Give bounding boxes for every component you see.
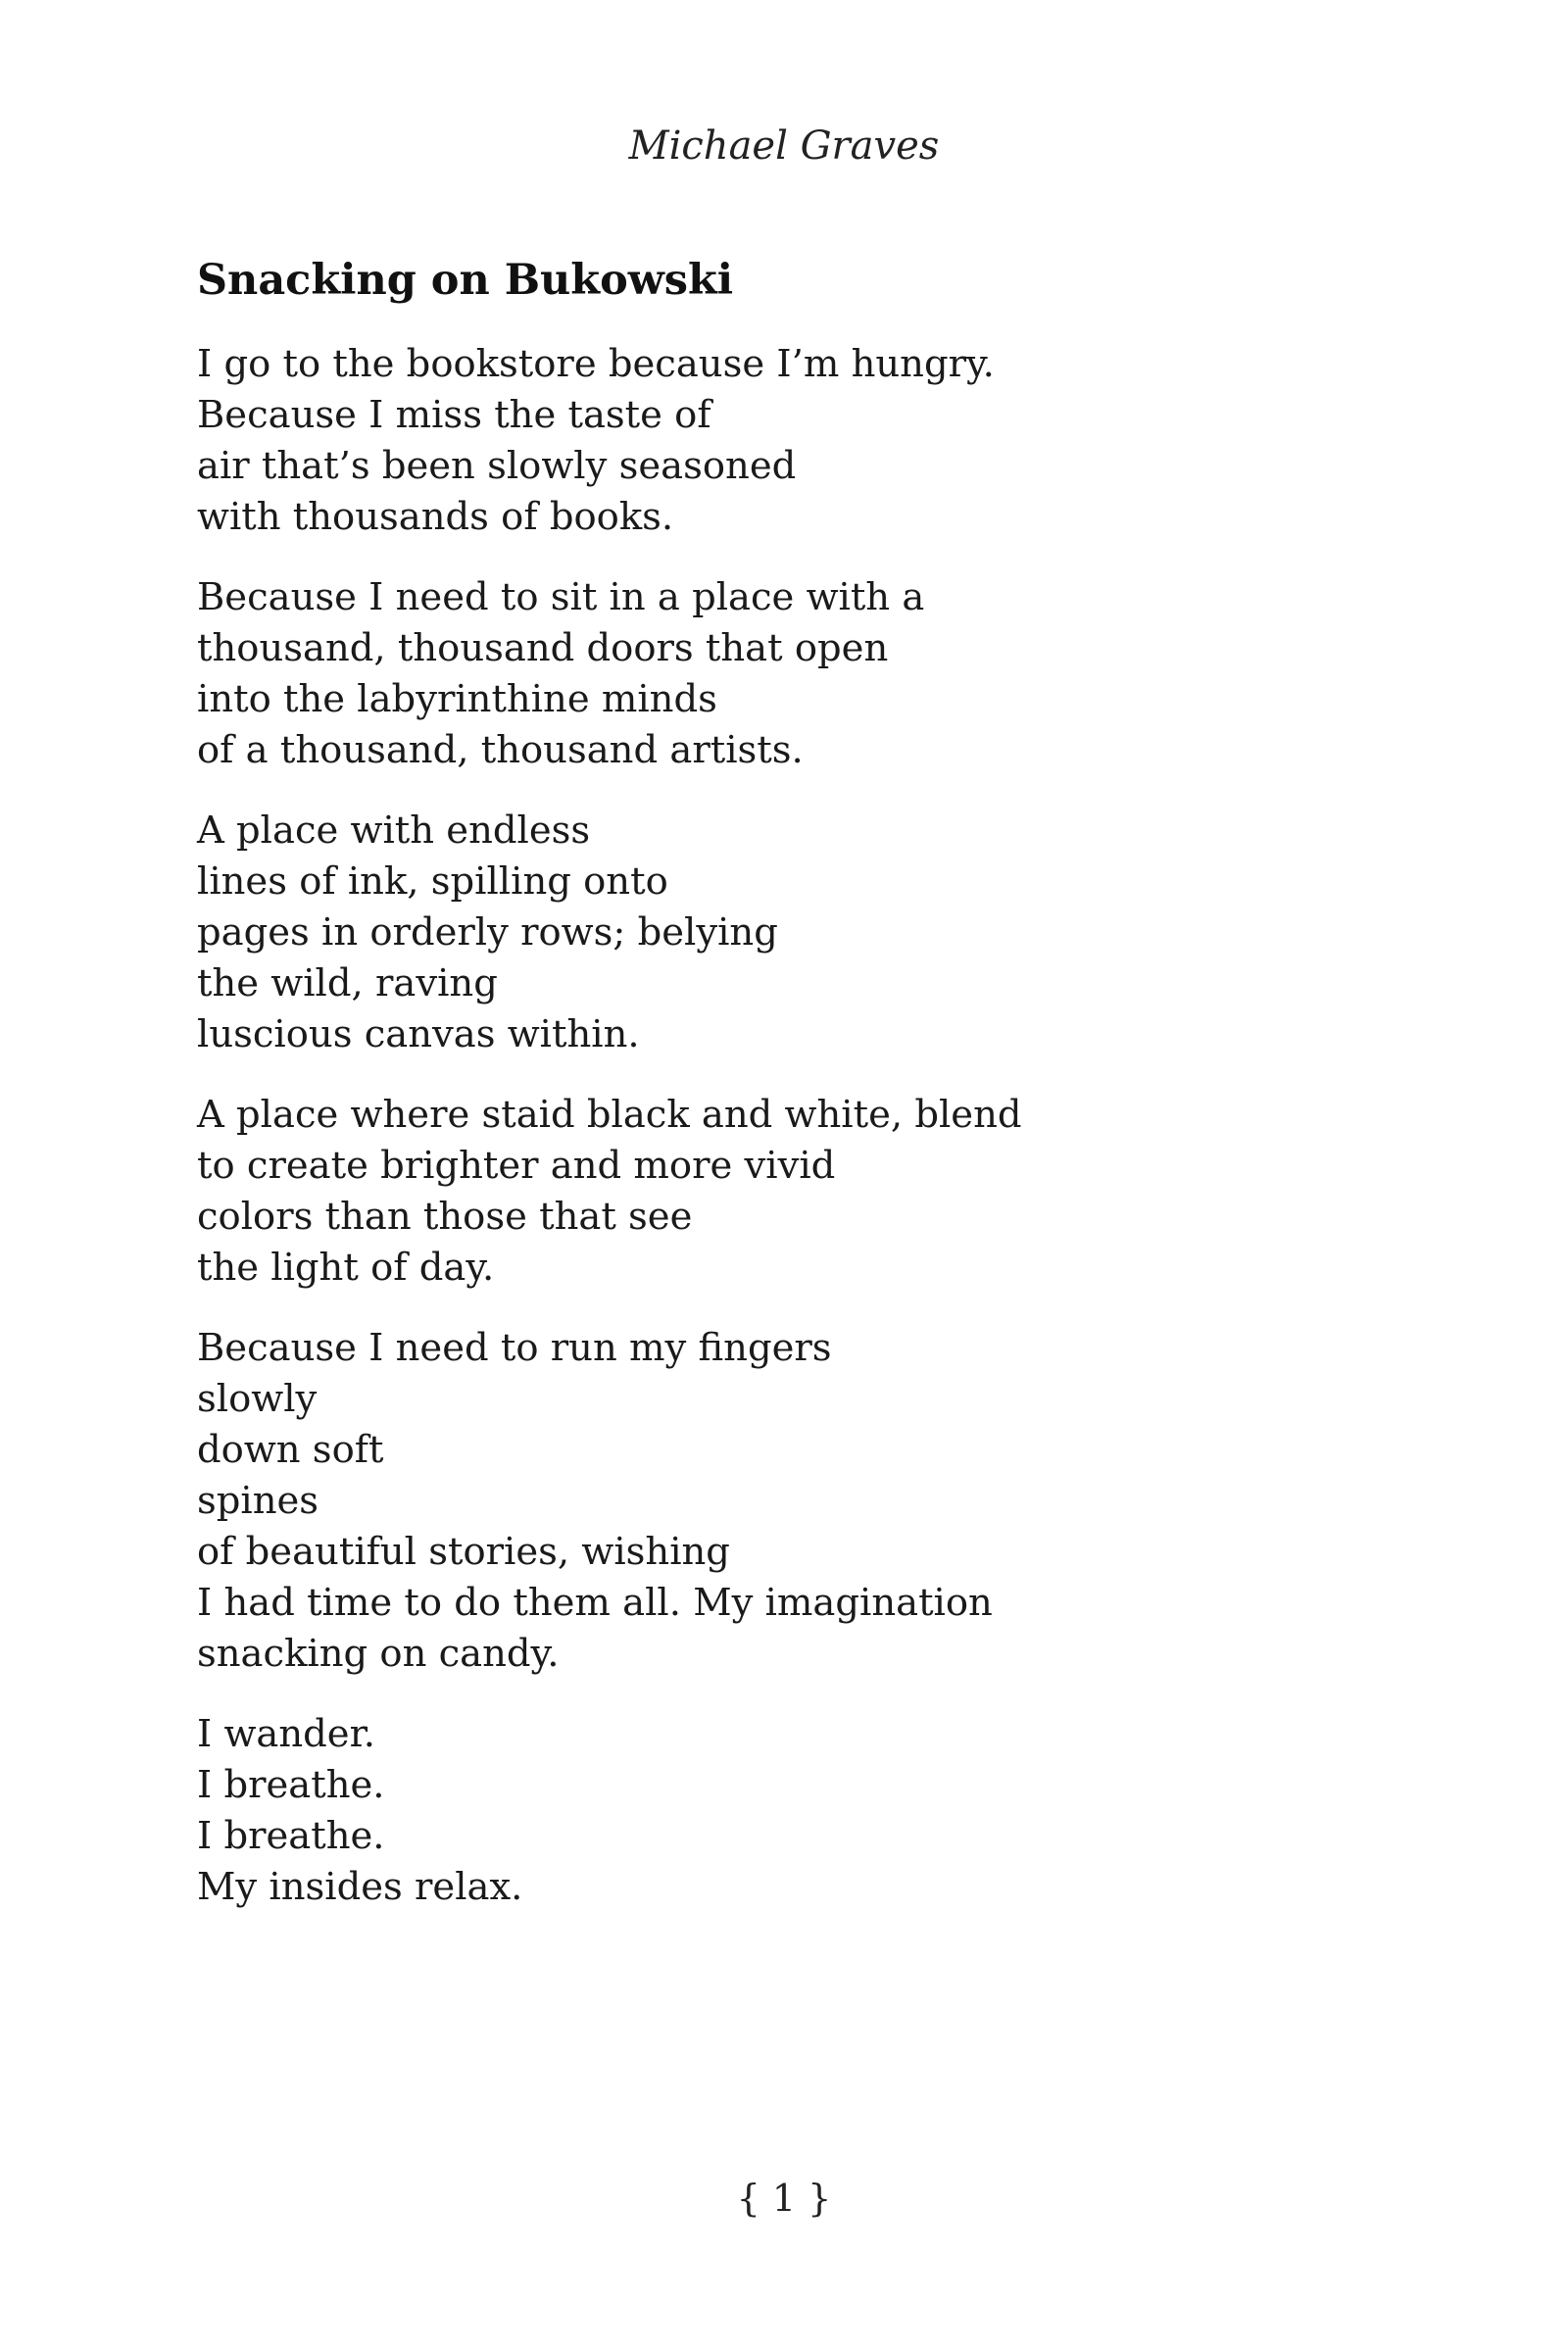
poem-line: I had time to do them all. My imagination xyxy=(197,1581,993,1625)
poem-line: the light of day. xyxy=(197,1246,495,1290)
stanza-4 xyxy=(197,1090,1373,1294)
poem-line: A place with endless xyxy=(197,808,591,853)
poem-line: spines xyxy=(197,1479,319,1523)
poem-line: of beautiful stories, wishing xyxy=(197,1530,730,1574)
poem-line: I breathe. xyxy=(197,1763,385,1807)
poem-line: A place where staid black and white, blend xyxy=(197,1093,1022,1137)
poem-line: the wild, raving xyxy=(197,961,498,1005)
poem-line: My insides relax. xyxy=(197,1865,523,1909)
stanza-3 xyxy=(197,806,1373,1060)
poem-line: luscious canvas within. xyxy=(197,1012,640,1056)
poem-line: pages in orderly rows; belying xyxy=(197,910,778,955)
poem-title: Snacking on Bukowski xyxy=(197,256,734,305)
poem-line: I go to the bookstore because I’m hungry. xyxy=(197,342,995,386)
poem-line: of a thousand, thousand artists. xyxy=(197,728,804,772)
poem-line: with thousands of books. xyxy=(197,495,674,539)
poem-line: down soft xyxy=(197,1428,384,1472)
poem-line: Because I miss the taste of xyxy=(197,393,711,437)
poem-line: lines of ink, spilling onto xyxy=(197,859,668,904)
poem-line: slowly xyxy=(197,1377,318,1421)
poem-line: into the labyrinthine minds xyxy=(197,677,717,721)
poem-line: I breathe. xyxy=(197,1814,385,1858)
stanza-2 xyxy=(197,572,1373,776)
poem-line: Because I need to run my fingers xyxy=(197,1326,832,1370)
poem-line: air that’s been slowly seasoned xyxy=(197,444,797,488)
stanza-6 xyxy=(197,1709,1373,1913)
poem-line: thousand, thousand doors that open xyxy=(197,626,889,670)
poem-line: Because I need to sit in a place with a xyxy=(197,575,925,619)
stanza-5 xyxy=(197,1323,1373,1680)
poem-line: to create brighter and more vivid xyxy=(197,1144,836,1188)
poem xyxy=(197,251,1373,1942)
poem-line: colors than those that see xyxy=(197,1195,693,1239)
page-number: { 1 } xyxy=(736,2177,832,2220)
running-header-author: Michael Graves xyxy=(628,123,940,169)
stanza-1 xyxy=(197,339,1373,543)
poem-line: I wander. xyxy=(197,1712,375,1756)
poem-line: snacking on candy. xyxy=(197,1632,560,1676)
